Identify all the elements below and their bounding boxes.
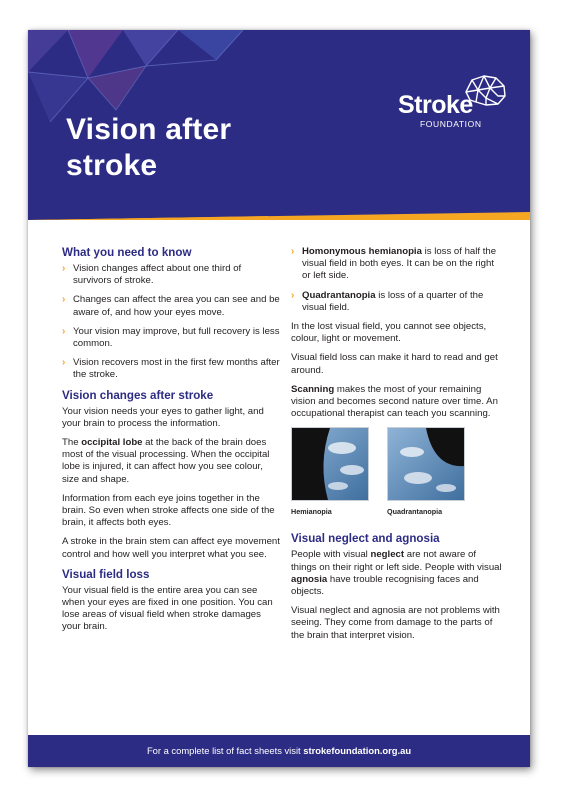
page-title: Vision after stroke: [66, 113, 232, 182]
paragraph: The occipital lobe at the back of the brain does most of the visual processing. When the occipital lobe is injured, it can affect how you see colour, size and shape.: [62, 437, 270, 485]
list-item: › Vision changes affect about one third of survivors of stroke.: [62, 263, 242, 287]
list-item: › Quadrantanopia is loss of a quarter of the visual field.: [291, 289, 484, 313]
footer-bar: [28, 735, 530, 767]
footer-link[interactable]: strokefoundation.org.au: [303, 745, 412, 756]
heading-what-you-need-to-know: What you need to know: [62, 246, 192, 259]
paragraph: Information from each eye joins together in the brain. So even when stroke affects one side of the brain, it affects both eyes.: [62, 492, 275, 529]
key-points-list: [62, 263, 282, 382]
paragraph: A stroke in the brain stem can affect eye movement control and how well you interpret what you see.: [62, 536, 280, 560]
chevron-right-icon: ›: [62, 294, 66, 306]
fact-sheet-page: [28, 30, 530, 767]
stroke-foundation-logo: [398, 74, 508, 134]
chevron-right-icon: ›: [62, 325, 66, 337]
paragraph: Your vision needs your eyes to gather light, and your brain to process the information.: [62, 405, 264, 429]
heading-vision-changes: Vision changes after stroke: [62, 388, 214, 402]
paragraph: Visual field loss can make it hard to read and get around.: [291, 352, 498, 376]
example-images: [291, 427, 503, 516]
field-loss-types-list: [291, 246, 503, 314]
orange-accent-stripe: [28, 212, 530, 220]
chevron-right-icon: ›: [62, 357, 66, 369]
logo-wordmark: Stroke: [398, 91, 473, 119]
caption-hemianopia: Hemianopia: [291, 507, 332, 517]
logo-subtitle: FOUNDATION: [420, 119, 482, 129]
left-column: [62, 246, 282, 641]
quadrantanopia-example: [387, 427, 465, 516]
chevron-right-icon: ›: [291, 289, 295, 301]
hemianopia-image: [291, 427, 369, 501]
chevron-right-icon: ›: [62, 263, 66, 274]
right-column: [291, 246, 503, 649]
list-item: › Homonymous hemianopia is loss of half the visual field in both eyes. It can be on the right or left side.: [291, 246, 497, 282]
paragraph: In the lost visual field, you cannot see objects, colour, light or movement.: [291, 321, 487, 345]
chevron-right-icon: ›: [291, 246, 295, 257]
paragraph: Your visual field is the entire area you can see when your eyes are fixed in one position. You can lose areas of visual field when stroke damages your brain.: [62, 584, 273, 633]
paragraph: Visual neglect and agnosia are not problems with seeing. They come from damage to the parts of the brain that interpret vision.: [291, 605, 500, 641]
caption-quadrantanopia: Quadrantanopia: [387, 507, 443, 517]
list-item: › Vision recovers most in the first few months after the stroke.: [62, 357, 280, 381]
header-banner: [28, 30, 530, 220]
footer-text: For a complete list of fact sheets visit: [146, 745, 304, 756]
list-item: › Your vision may improve, but full recovery is less common.: [62, 325, 280, 350]
quadrantanopia-image: [387, 427, 465, 501]
hemianopia-example: [291, 427, 369, 516]
paragraph: Scanning makes the most of your remaining vision and becomes second nature over time. An occupational therapist can teach you scanning.: [291, 383, 498, 420]
list-item: › Changes can affect the area you can see and be aware of, and how your eyes move.: [62, 294, 280, 318]
heading-visual-field-loss: Visual field loss: [62, 567, 150, 581]
heading-visual-neglect: Visual neglect and agnosia: [291, 532, 440, 546]
paragraph: People with visual neglect are not aware of things on their right or left side. People with visual agnosia have trouble recognising faces and objects.: [291, 549, 502, 598]
